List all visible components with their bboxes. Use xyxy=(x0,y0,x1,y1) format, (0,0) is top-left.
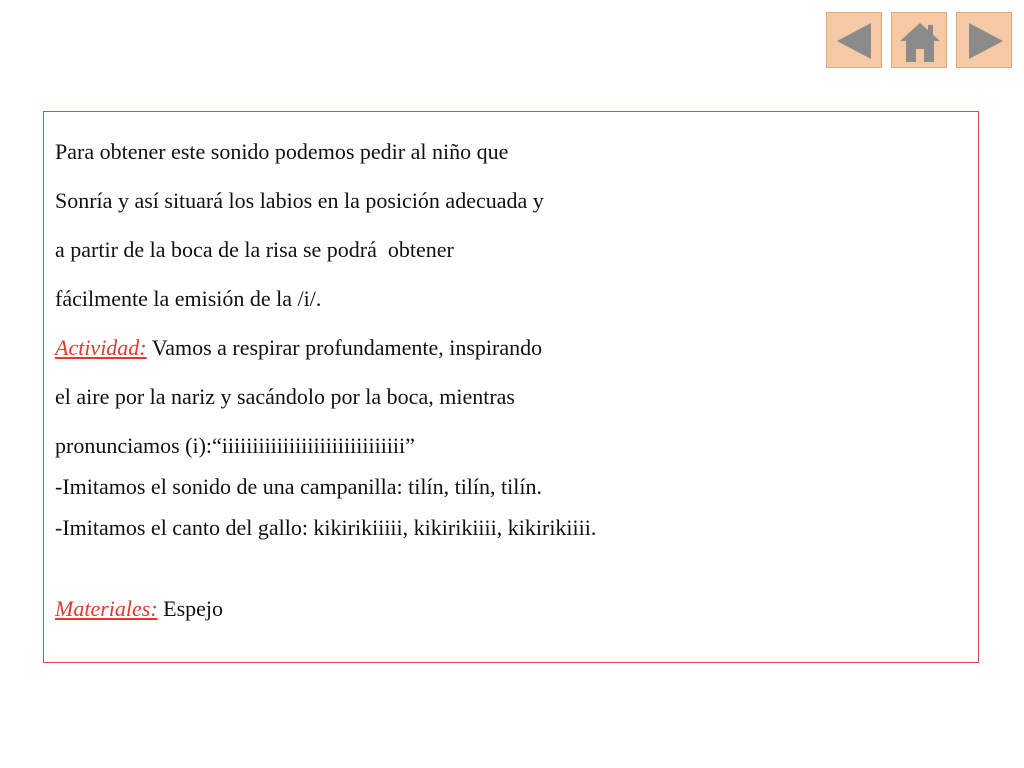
content-box xyxy=(43,111,979,663)
navigation-buttons xyxy=(826,12,1014,70)
materials-value: Espejo xyxy=(157,596,224,621)
text-line: a partir de la boca de la risa se podrá obtener xyxy=(55,237,454,262)
triangle-left-icon xyxy=(827,13,883,69)
text-line: -Imitamos el canto del gallo: kikirikiiiii, kikirikiiii, kikirikiiii. xyxy=(55,515,597,540)
text-line: pronunciamos (i):“iiiiiiiiiiiiiiiiiiiiiiiiiiiiii” xyxy=(55,433,415,458)
home-button[interactable] xyxy=(891,12,947,68)
text-line: Para obtener este sonido podemos pedir al niño que xyxy=(55,139,509,164)
forward-button[interactable] xyxy=(956,12,1012,68)
triangle-right-icon xyxy=(957,13,1013,69)
materials-line xyxy=(55,598,223,620)
activity-text: Vamos a respirar profundamente, inspirando xyxy=(146,335,543,360)
house-icon xyxy=(892,13,948,69)
back-button[interactable] xyxy=(826,12,882,68)
activity-label: Actividad: xyxy=(55,335,147,360)
text-line: -Imitamos el sonido de una campanilla: tilín, tilín, tilín. xyxy=(55,474,542,499)
materials-label: Materiales: xyxy=(55,596,158,621)
text-line: fácilmente la emisión de la /i/. xyxy=(55,286,322,311)
text-line: Sonría y así situará los labios en la posición adecuada y xyxy=(55,188,544,213)
text-line: el aire por la nariz y sacándolo por la boca, mientras xyxy=(55,384,515,409)
activity-line xyxy=(55,337,542,359)
